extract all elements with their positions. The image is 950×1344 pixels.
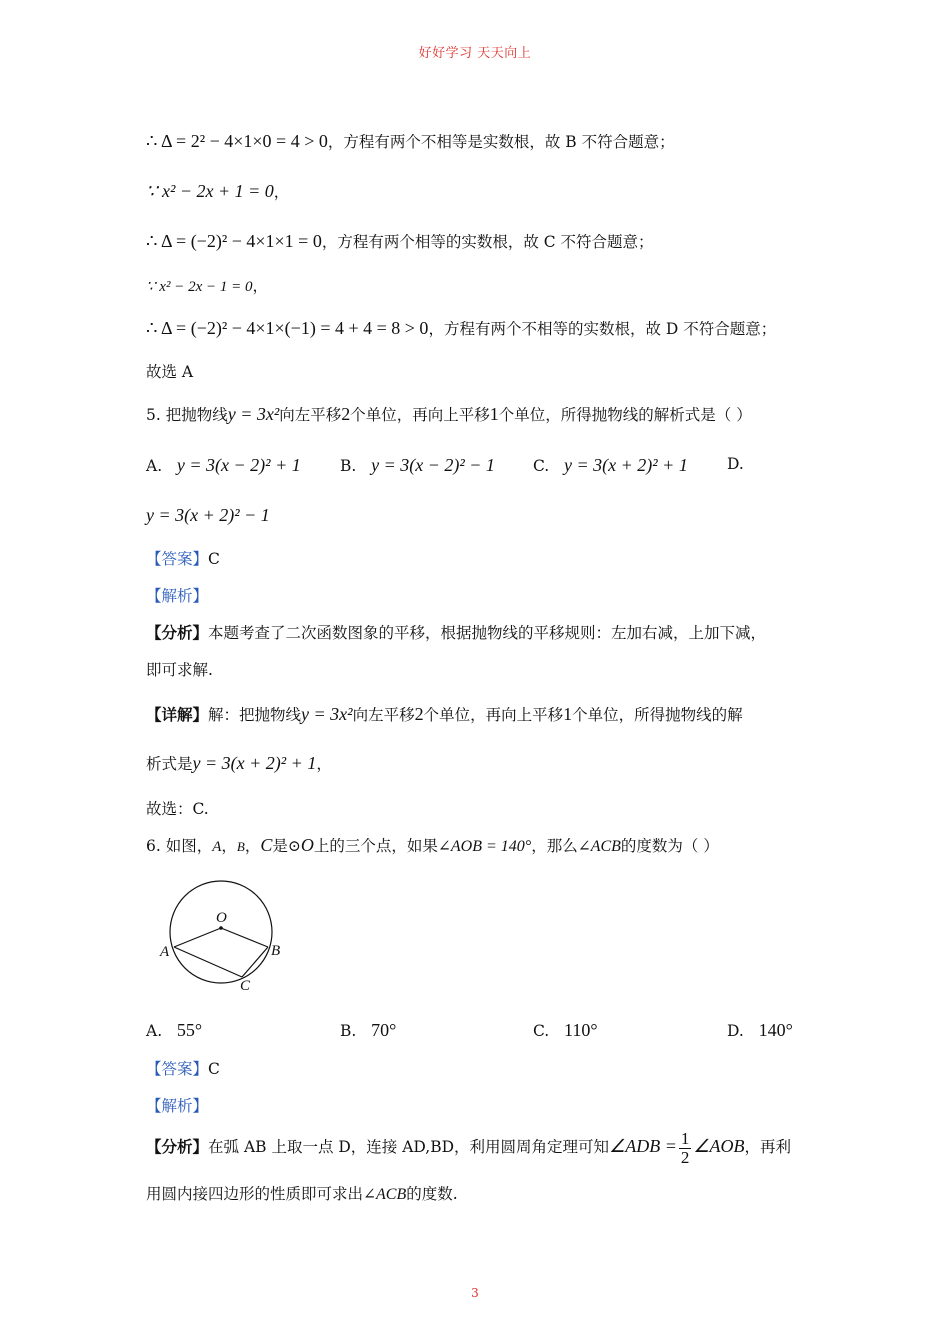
answer-value: C (208, 1060, 220, 1078)
fenxi-tag: 【分析】 (146, 1137, 209, 1156)
label-o: O (216, 910, 227, 926)
question-5-stem (146, 403, 752, 426)
math-expression: y = 3x² (301, 704, 353, 724)
q5-fenxi-line-1 (146, 622, 766, 644)
q5-option-b (340, 455, 495, 476)
text: 个单位，所得抛物线的解析式是（ ） (498, 406, 752, 424)
segment-ob (221, 928, 268, 947)
question-6-stem (146, 834, 719, 858)
answer-value: C (208, 550, 220, 568)
q5-final: 故选：C. (146, 800, 209, 818)
text: ， (252, 277, 268, 295)
text: ，再利 (744, 1138, 791, 1156)
point-label: A (212, 839, 222, 855)
text: 5. 把抛物线 (146, 406, 228, 424)
option-label: B. (340, 1022, 357, 1040)
solution-line-5 (146, 317, 776, 340)
text: 个单位，再向上平移 (423, 706, 564, 724)
option-label: C. (533, 457, 550, 475)
text: 是⊙ (272, 837, 301, 855)
q6-fenxi-line-1 (146, 1128, 791, 1167)
solution-line-4 (146, 275, 268, 298)
math-expression: ∠ADB = (609, 1136, 677, 1156)
option-label: A. (146, 1022, 163, 1040)
math-expression: ∠AOB (693, 1136, 745, 1156)
text: 向左平移 (279, 406, 342, 424)
q5-xiangjie-line-2 (146, 752, 332, 775)
option-expression: y = 3(x + 2)² + 1 (564, 455, 688, 475)
option-value: 110° (564, 1020, 598, 1040)
text: ， (273, 183, 290, 201)
segment-oa (174, 928, 221, 947)
q5-option-d-expression (146, 505, 270, 526)
option-label: D. (727, 1022, 744, 1040)
number: 2 (341, 404, 351, 424)
text: ，方程有两个不相等是实数根，故 B 不符合题意； (327, 133, 675, 151)
text: ，方程有两个相等的实数根，故 C 不符合题意； (321, 233, 654, 251)
text: 的度数为（ ） (620, 837, 719, 855)
q5-analysis-tag: 【解析】 (146, 587, 209, 605)
option-expression: y = 3(x − 2)² − 1 (371, 455, 495, 475)
solution-line-3 (146, 230, 654, 253)
option-expression: y = 3(x − 2)² + 1 (176, 455, 301, 475)
q5-option-d-label: D. (727, 455, 744, 473)
text: 上的三个点，如果∠ (313, 837, 451, 855)
text: 向左平移 (352, 706, 415, 724)
math-expression: AOB = 140° (450, 838, 532, 855)
circle-figure (150, 880, 300, 995)
text: 析式是 (146, 755, 193, 773)
answer-tag: 【答案】 (146, 550, 209, 568)
math-expression: ∵ x² − 2x + 1 = 0 (146, 181, 274, 201)
text: ， (316, 755, 332, 773)
q6-option-b (340, 1020, 396, 1041)
option-label: A. (146, 457, 163, 475)
q5-fenxi-line-2: 即可求解. (146, 661, 213, 679)
text: 的度数. (406, 1185, 458, 1203)
point-label: C (260, 835, 273, 855)
q5-xiangjie-line-1 (146, 703, 743, 726)
point-label: O (300, 835, 314, 855)
segment-bc (242, 947, 268, 977)
solution-line-1 (146, 130, 675, 153)
answer-tag: 【答案】 (146, 1060, 209, 1078)
q6-option-c (533, 1020, 598, 1041)
xiangjie-tag: 【详解】 (146, 705, 209, 724)
page-number: 3 (471, 1286, 479, 1300)
q5-option-c (533, 455, 688, 476)
option-value: 70° (371, 1020, 397, 1040)
fenxi-tag: 【分析】 (146, 623, 209, 642)
math-expression: ∴ Δ = 2² − 4×1×0 = 4 > 0 (146, 131, 328, 151)
text: 用圆内接四边形的性质即可求出∠ (146, 1185, 376, 1203)
text: 个单位，再向上平移 (350, 406, 490, 424)
math-expression: y = 3(x + 2)² + 1 (192, 753, 317, 773)
q6-option-a (146, 1020, 202, 1041)
solution-line-6: 故选 A (146, 363, 194, 381)
fraction-one-half (679, 1130, 692, 1167)
number: 1 (489, 404, 499, 424)
number: 2 (414, 704, 424, 724)
label-c: C (240, 978, 251, 994)
number: 1 (563, 704, 573, 724)
text: ， (221, 837, 237, 855)
math-expression: ∴ Δ = (−2)² − 4×1×(−1) = 4 + 4 = 8 > 0 (146, 318, 429, 338)
q6-answer (146, 1058, 220, 1080)
math-expression: ACB (590, 838, 621, 855)
label-a: A (160, 944, 170, 960)
text: 解：把抛物线 (208, 706, 302, 724)
q5-option-a (146, 455, 301, 476)
math-expression: ∴ Δ = (−2)² − 4×1×1 = 0 (146, 231, 322, 251)
option-value: 55° (176, 1020, 203, 1040)
q6-option-d (727, 1020, 793, 1041)
option-expression: y = 3(x + 2)² − 1 (146, 505, 270, 525)
q6-fenxi-line-2 (146, 1183, 458, 1206)
text: 在弧 AB 上取一点 D，连接 AD,BD，利用圆周角定理可知 (208, 1138, 610, 1156)
option-value: 140° (758, 1020, 793, 1040)
point-label: B (236, 839, 245, 854)
text: ，那么∠ (531, 837, 591, 855)
text: ， (244, 837, 261, 855)
math-expression: y = 3x² (227, 404, 280, 424)
text: 本题考查了二次函数图象的平移，根据抛物线的平移规则：左加右减，上加下减， (208, 624, 767, 642)
solution-line-2 (146, 180, 289, 203)
text: 6. 如图， (146, 837, 213, 855)
option-label: B. (340, 457, 357, 475)
q6-analysis-tag: 【解析】 (146, 1097, 209, 1115)
text: 个单位，所得抛物线的解 (572, 706, 743, 724)
text: ，方程有两个不相等的实数根，故 D 不符合题意； (428, 320, 777, 338)
math-expression: ∵ x² − 2x − 1 = 0 (146, 279, 253, 295)
option-label: C. (533, 1022, 550, 1040)
segment-ac (174, 947, 242, 977)
math-expression: ACB (376, 1186, 407, 1203)
q5-answer (146, 548, 220, 570)
fraction-denominator: 2 (680, 1147, 690, 1167)
center-point (219, 926, 223, 930)
page-header: 好好学习 天天向上 (418, 46, 532, 61)
label-b: B (271, 943, 281, 959)
fraction-numerator: 1 (680, 1128, 690, 1148)
